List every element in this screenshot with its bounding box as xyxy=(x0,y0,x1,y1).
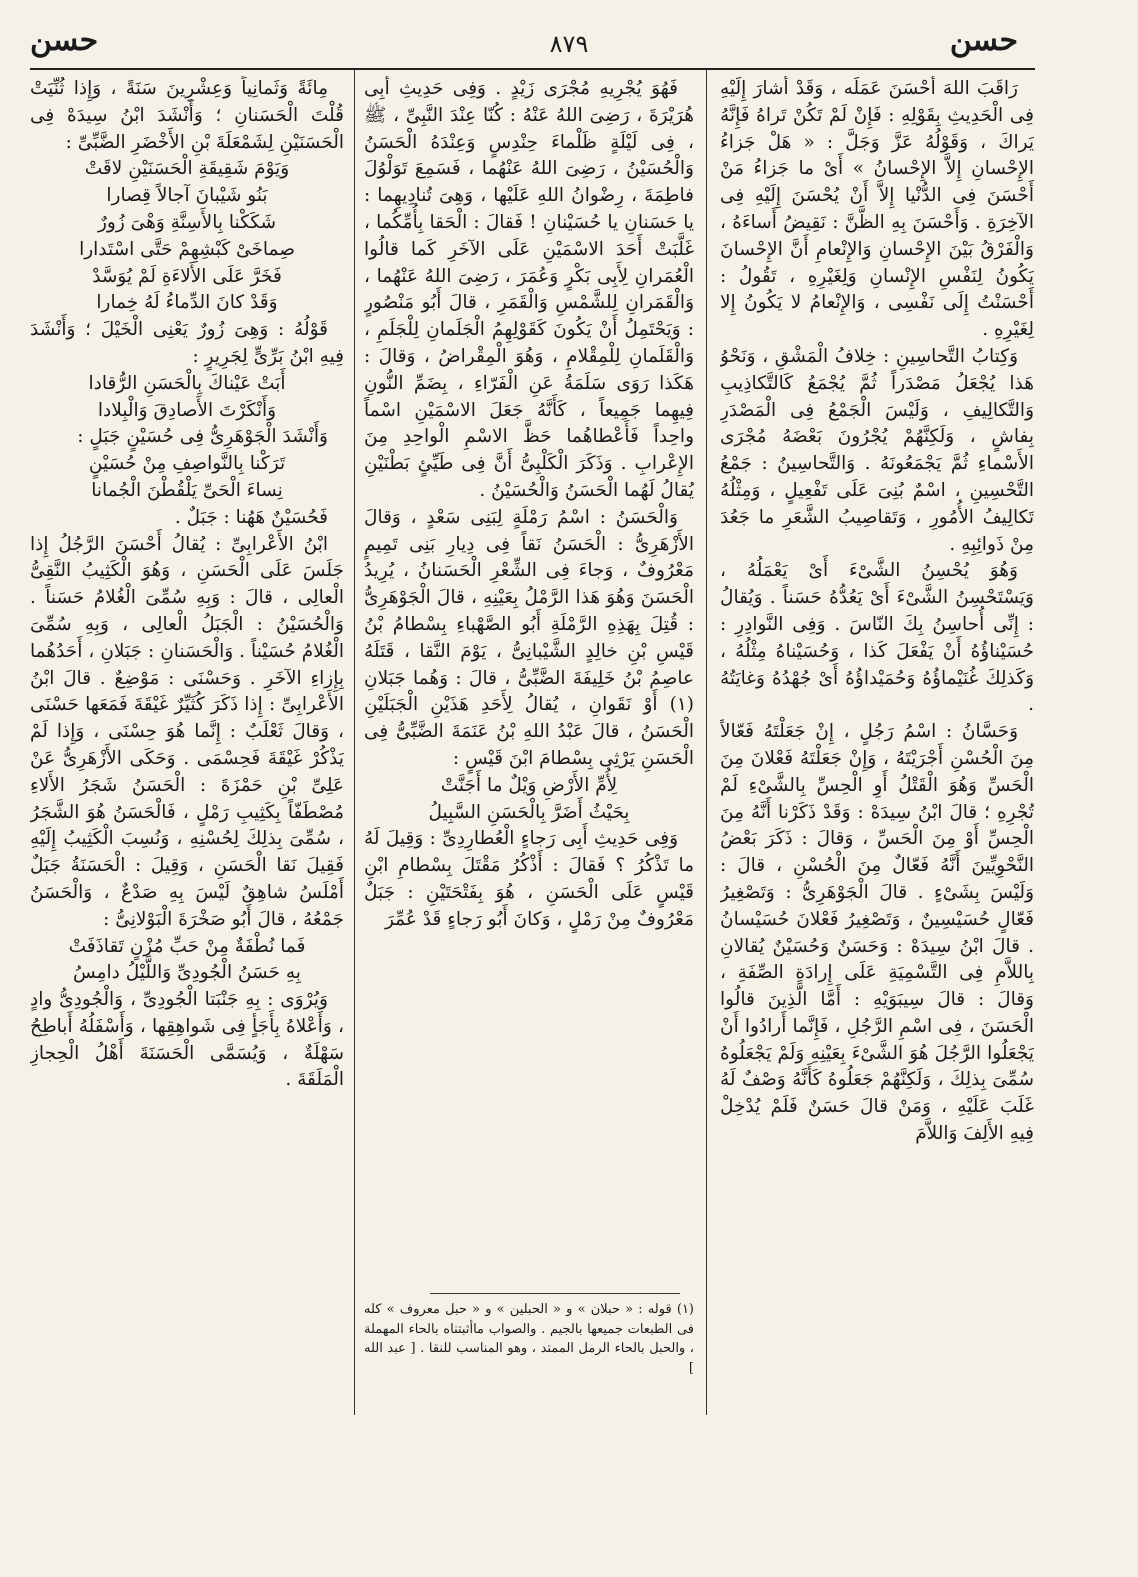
paragraph: فَهُوَ يُجْرِيهِ مُجْرَى زَيْدٍ . وَفِى حَدِيثِ أَبِى هُرَيْرَةَ ، رَضِىَ اللهُ عَنْهُ : كُنّا عِنْدَ النَّبِىِّ ، ﷺ ، فِى لَيْلَةٍ ظَلْماءَ حِنْدِسٍ وَعِنْدَهُ الْحَسَنُ وَالْحُسَيْنُ ، رَضِىَ اللهُ عَنْهُما ، فَسَمِعَ تَوَلْوُلَ فاطِمَةَ ، رِضْوانُ اللهِ عَلَيْها ، وَهِىَ تُنادِيهِما : يا حَسَنانِ يا حُسَيْنانِ ! فَقالَ : الْحَقا بِأُمِّكُما ، غَلَّبَتْ أَحَدَ الاسْمَيْنِ عَلَى الآخَرِ كَما قالُوا الْعُمَرانِ لِأَبِى بَكْرٍ وَعُمَرَ ، رَضِىَ اللهُ عَنْهُما ، وَالْقَمَرانِ لِلشَّمْسِ وَالْقَمَرِ ، قالَ أَبُو مَنْصُورٍ : وَيَحْتَمِلُ أَنْ يَكُونَ كَقَوْلِهِمُ الْجَلَمانِ لِلْجَلَمِ ، وَالْقَلَمانِ لِلْمِقْلامِ ، وَهُوَ الْمِقْراضُ ، وَقالَ : هَكَذا رَوَى سَلَمَةُ عَنِ الْفَرّاءِ ، بِضَمِّ النُّونِ فِيهِما جَمِيعاً ، كَأَنَّهُ جَعَلَ الاسْمَيْنِ اسْماً واحِداً فَأَعْطاهُما حَظَّ الاسْمِ الْواحِدِ مِنَ الإِعْرابِ . وَذَكَرَ الْكَلْبِىُّ أَنَّ فِى طَيِّئٍ بَطْنَيْنِ يُقالُ لَهُما الْحَسَنُ وَالْحُسَيْنُ . xyxy=(364,78,694,501)
paragraph: وَأَنْشَدَ الْجَوْهَرِىُّ فِى حُسَيْنٍ جَبَلٍ : xyxy=(77,426,328,448)
footnote-rule xyxy=(430,1293,680,1294)
column-divider-left xyxy=(354,70,355,1415)
verse-line: بِحَيْثُ أَضَرَّ بِالْحَسَنِ السَّبِيلُ xyxy=(428,801,630,823)
running-head-right: حسن xyxy=(949,23,1018,58)
paragraph: وَالْحَسَنُ : اسْمُ رَمْلَةٍ لِبَنِى سَعْدٍ ، وَقالَ الأَزْهَرِىُّ : الْحَسَنُ نَقاً فِى دِيارِ بَنِى تَمِيمٍ مَعْرُوفٌ ، وَجاءَ فِى الشِّعْرِ الْحَسَنانُ ، يُرِيدُ الْحَسَنَ وَهُوَ هَذا الرَّمْلُ بِعَيْنِهِ ، قالَ الْجَوْهَرِىُّ : قُتِلَ بِهَذِهِ الرَّمْلَةِ أَبُو الصَّهْباءِ بِسْطامُ بْنُ قَيْسِ بْنِ خالِدٍ الشَّيْبانِىُّ ، يَوْمَ النَّقا ، قَتَلَهُ عاصِمُ بْنُ خَلِيفَةَ الضَّبِّىُّ ، قالَ : وَهُما جَبَلانِ (١) أَوْ نَقَوانِ ، يُقالُ لِأَحَدِ هَذَيْنِ الْجَبَلَيْنِ الْحَسَنُ ، قالَ عَبْدُ اللهِ بْنُ عَنَمَةَ الضَّبِّىُّ فِى الْحَسَنِ يَرْثِى بِسْطامَ ابْنَ قَيْسٍ : xyxy=(364,506,694,769)
paragraph: وَيُرْوَى : بِهِ جَنْبَتا الْجُودِىِّ ، وَالْجُودِىُّ وادٍ ، وَأَعْلاهُ بِأَجَأٍ فِى شَواهِقِها ، وَأَسْفَلُهُ أَباطِحُ سَهْلَةٌ ، وَيُسَمَّى الْحَسَنَةَ أَهْلُ الْحِجازِ الْمَلَقَةَ . xyxy=(30,989,344,1091)
paragraph: وَحَسَّانُ : اسْمُ رَجُلٍ ، إِنْ جَعَلْتَهُ فَعّالاً مِنَ الْحُسْنِ أَجْرَيْتَهُ ، وَإِنْ جَعَلْتَهُ فَعْلانَ مِنَ الْحَسِّ وَهُوَ الْقَتْلُ أَوِ الْحِسِّ بِالشَّىْءِ لَمْ تُجْرِهِ ؛ قالَ ابْنُ سِيدَهْ : وَقَدْ ذَكَرْنا أَنَّهُ مِنَ الْحِسِّ أَوْ مِنَ الْحَسِّ ، وَقالَ : ذَكَرَ بَعْضُ النَّحْوِيِّينَ أَنَّهُ فَعّالٌ مِنَ الْحُسْنِ ، قالَ : وَلَيْسَ بِشَىْءٍ . قالَ الْجَوْهَرِىُّ : وَتَصْغِيرُ فَعّالٍ حُسَيْسِينٌ ، وَتَصْغِيرُ فَعْلانَ حُسَيْسانُ . قالَ ابْنُ سِيدَهْ : وَحَسَنٌ وَحُسَيْنٌ يُقالانِ بِاللاَّمِ فِى التَّسْمِيَةِ عَلَى إِرادَةِ الصِّفَةِ ، وَقالَ : قالَ سِيبَوَيْهِ : أَمَّا الَّذِينَ قالُوا الْحَسَنَ ، فِى اسْمِ الرَّجُلِ ، فَإِنَّما أَرادُوا أَنْ يَجْعَلُوا الرَّجُلَ هُوَ الشَّىْءَ بِعَيْنِهِ وَلَمْ يَجْعَلُوهُ سُمِّىَ بِذلِكَ ، وَلَكِنَّهُمْ جَعَلُوهُ كَأَنَّهُ وَصْفٌ لَهُ غَلَبَ عَلَيْهِ ، وَمَنْ قالَ حَسَنٌ فَلَمْ يُدْخِلْ فِيهِ الأَلِفَ وَاللاَّمَ xyxy=(720,721,1034,1145)
verse-line: فَما نُطْفَةٌ مِنْ حَبِّ مُزْنٍ تَقاذَفَتْ xyxy=(68,935,306,957)
verse-line: شَكَكْنا بِالأَسِنَّةِ وَهْىَ زُورٌ xyxy=(97,211,277,233)
verse-line: وَيَوْمَ شَقِيقَةِ الْحَسَنَيْنِ لاقَتْ xyxy=(84,158,290,180)
verse-line: صِماخَىْ كَبْشِهِمْ حَتَّى اسْتَدارا xyxy=(79,238,295,260)
verse-line: بِهِ حَسَنُ الْجُودِىِّ وَاللَّيْلُ دامِسُ xyxy=(73,962,301,984)
verse-line: فَخَرَّ عَلَى الأَلاءَةِ لَمْ يُوَسَّدْ xyxy=(92,265,282,287)
footnote xyxy=(364,1300,694,1412)
column-middle xyxy=(364,76,694,1291)
header-rule xyxy=(30,68,1035,70)
paragraph: وَفِى حَدِيثِ أَبِى رَجاءٍ الْعُطارِدِىِّ : وَقِيلَ لَهُ ما تَذْكُرُ ؟ فَقالَ : أَذْكُرُ مَقْتَلَ بِسْطامِ ابْنِ قَيْسٍ عَلَى الْحَسَنِ ، هُوَ بِفَتْحَتَيْنِ : جَبَلٌ مَعْرُوفٌ مِنْ رَمْلٍ ، وَكانَ أَبُو رَجاءٍ قَدْ عُمِّرَ xyxy=(364,828,694,930)
verse-line: بَنُو شَيْبانَ آجالاً قِصارا xyxy=(106,185,268,207)
paragraph: وَهُوَ يُحْسِنُ الشَّىْءَ أَىْ يَعْمَلُهُ ، وَيَسْتَحْسِنُ الشَّىْءَ أَىْ يَعُدُّهُ حَسَناً . وَيُقالُ : إِنِّى أُحاسِنُ بِكَ النّاسَ . وَفِى النَّوادِرِ : حُسَيْناؤُهُ أَنْ يَفْعَلَ كَذا ، وَحُسَيْناهُ مِثْلُهُ ، وَكَذلِكَ غُنَيْماؤُهُ وَحُمَيْداؤُهُ أَىْ جُهْدُهُ وَغايَتُهُ . xyxy=(720,560,1034,716)
paragraph: فَحُسَيْنٌ هَهُنا : جَبَلٌ . xyxy=(174,506,328,528)
paragraph: وَكِتابُ التَّحاسِينِ : خِلافُ الْمَشْقِ ، وَنَحْوُ هَذا يُجْعَلُ مَصْدَراً ثُمَّ يُجْمَعُ كَالتَّكاذِيبِ وَالتَّكالِيفِ ، وَلَيْسَ الْجَمْعُ فِى الْمَصْدَرِ بِفاشٍ ، وَلَكِنَّهُمْ يُجْرُونَ بَعْضَهُ مُجْرَى الأَسْماءِ ثُمَّ يَجْمَعُونَهُ . وَالتَّحاسِينُ : جَمْعُ التَّحْسِينِ ، اسْمٌ بُنِىَ عَلَى تَفْعِيلٍ ، وَمِثْلُهُ تَكالِيفُ الأُمُورِ ، وَتَقاصِيبُ الشَّعَرِ ما جَعُدَ مِنْ ذَوائِبِهِ . xyxy=(720,345,1034,555)
paragraph: قَوْلُهُ : وَهِىَ زُورٌ يَعْنِى الْخَيْلَ ؛ وَأَنْشَدَ فِيهِ ابْنُ بَرِّىٍّ لِجَرِيرٍ : xyxy=(30,319,344,367)
footnote-text: (١) قوله : « حبلان » و « الحبلين » و « حبل معروف » كله فى الطبعات جميعها بالجيم . والصواب ماأثبتناه بالحاء المهملة ، والحبل بالحاء الرمل الممتد ، وهو المناسب للنقا . [ عبد الله ] xyxy=(364,1302,694,1376)
verse-line: لِأُمِّ الأَرْضِ وَيْلٌ ما أَجَنَّتْ xyxy=(440,774,618,796)
verse-line: نِساءَ الْحَىِّ يَلْقُطْنَ الْجُمانا xyxy=(91,479,283,501)
column-right xyxy=(720,76,1034,1411)
verse-line: وَأَنْكَرْتَ الأَصادِقَ وَالْبِلادا xyxy=(97,399,277,421)
verse-line: تَرَكْنا بِالنَّواصِفِ مِنْ حُسَيْنٍ xyxy=(88,453,286,475)
page-number: ٨٧٩ xyxy=(549,30,589,58)
column-divider-right xyxy=(706,70,707,1415)
paragraph: رَاقَبَ اللهَ أَحْسَنَ عَمَلَه ، وَقَدْ أَشارَ إِلَيْهِ فِى الْحَدِيثِ بِقَوْلِهِ : فَإِنْ لَمْ تَكُنْ تَراهُ فَإِنَّهُ يَراكَ ، وَقَوْلُهُ عَزَّ وَجَلَّ : « هَلْ جَزاءُ الإِحْسانِ إِلاَّ الإِحْسانُ » أَىْ ما جَزاءُ مَنْ أَحْسَنَ فِى الدُّنْيا إِلاَّ أَنْ يُحْسَنَ إِلَيْهِ فِى الآخِرَةِ . وَأَحْسَنَ بِهِ الظَّنَّ : نَقِيضُ أَساءَهُ ، وَالْفَرْقُ بَيْنَ الإِحْسانِ وَالإِنْعامِ أَنَّ الإِحْسانَ يَكُونُ لِنَفْسِ الإِنْسانِ وَلِغَيْرِهِ ، تَقُولُ : أَحْسَنْتُ إِلَى نَفْسِى ، وَالإِنْعامُ لا يَكُونُ إِلا لِغَيْرِهِ . xyxy=(720,78,1034,341)
verse-line: وَقَدْ كانَ الدِّماءُ لَهُ خِمارا xyxy=(96,292,278,314)
paragraph: مِائَةً وَثَمانِياً وَعِشْرِينَ سَنَةً ، وَإِذا ثُنِّيَتْ قُلْتَ الْحَسَنانِ ؛ وَأَنْشَدَ ابْنُ سِيدَهْ فِى الْحَسَنَيْنِ لِشَمْعَلَةَ بْنِ الأَخْضَرِ الضَّبِّىِّ : xyxy=(30,78,344,153)
running-head-left: حسن xyxy=(30,23,99,58)
column-left xyxy=(30,76,344,1411)
verse-line: أَبَتْ عَيْناكَ بِالْحَسَنِ الرُّقادا xyxy=(88,372,286,394)
paragraph: ابْنُ الأَعْرابِىِّ : يُقالُ أَحْسَنَ الرَّجُلُ إِذا جَلَسَ عَلَى الْحَسَنِ ، وَهُوَ الْكَثِيبُ النَّقِىُّ الْعالِى ، قالَ : وَبِهِ سُمِّىَ الْغُلامُ حَسَناً . وَالْحُسَيْنُ : الْجَبَلُ الْعالِى ، وَبِهِ سُمِّىَ الْغُلامُ حُسَيْناً . وَالْحَسَنانِ : جَبَلانِ ، أَحَدُهُما بِإِزاءِ الآخَرِ . وَحَسْنَى : مَوْضِعٌ . قالَ ابْنُ الأَعْرابِىِّ : إِذا ذَكَرَ كُثَيِّرٌ غَيْقَةَ فَمَعَها حَسْنَى ، وَقالَ ثَعْلَبٌ : إِنَّما هُوَ حِسْنَى ، وَإِذا لَمْ يَذْكُرْ غَيْقَةَ فَحِسْمَى . وَحَكَى الأَزْهَرِىُّ عَنْ عَلِىِّ بْنِ حَمْزَةَ : الْحَسَنُ شَجَرُ الأَلاءِ مُصْطَفّاً بِكَثِيبِ رَمْلٍ ، فَالْحَسَنُ هُوَ الشَّجَرُ ، سُمِّىَ بِذلِكَ لِحُسْنِهِ ، وَنُسِبَ الْكَثِيبُ إِلَيْهِ فَقِيلَ نَقا الْحَسَنِ ، وَقِيلَ : الْحَسَنَةُ جَبَلٌ أَمْلَسُ شاهِقٌ لَيْسَ بِهِ صَدْعٌ ، وَالْحَسَنُ جَمْعُهُ ، قالَ أَبُو صَخْرَةَ الْبَوْلانِىُّ : xyxy=(30,533,344,930)
